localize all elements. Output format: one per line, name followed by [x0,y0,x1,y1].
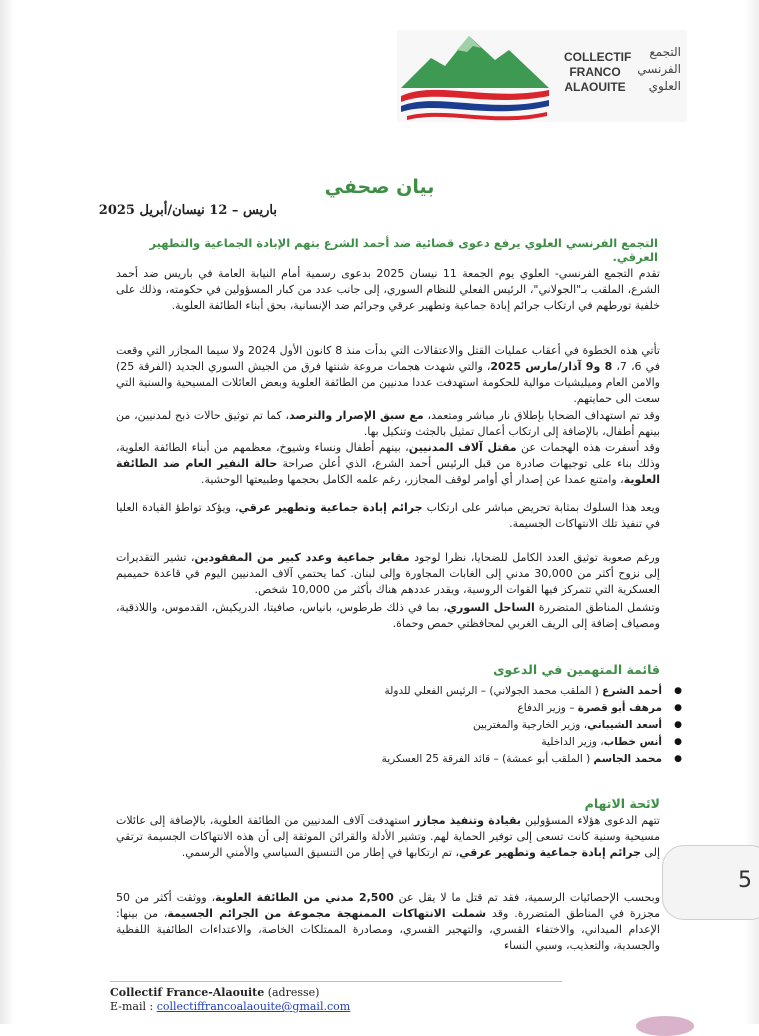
paragraph-lawsuit-filing: تقدم التجمع الفرنسي- العلوي يوم الجمعة 11 نيسان 2025 بدعوى رسمية أمام النيابة العامة في باريس ضد أحمد الشرع، الملقب بـ"الجولاني"، الرئيس الفعلي للنظام السوري، إلى جانب عدد من كبار المسؤولين في حكومته، وذلك على خلفية تورطهم في ارتكاب جرائم إبادة جماعية وتطهير عرقي وجرائم ضد الإنسانية، بحق أبناء الطائفة العلوية. [116,267,660,312]
paragraph-background: تأتي هذه الخطوة في أعقاب عمليات القتل والاعتقالات التي بدأت منذ 8 كانون الأول 2024 ولا سيما المجازر التي وقعت في 6، 7، 8 و9 آذار/مارس 2025، والتي شهدت هجمات مروعة شنتها فرق من الجيش السوري الجديد (الفرقة 25) والامن العام وميليشيات موالية للحكومة استهدفت عددا مدنيين من الطائفة العلوية وبعض العائلات المسيحية والسنية التي سعت الى حمايتهم. [116,344,661,405]
dateline: باريس – 12 نيسان/أبريل 2025 [98,203,277,218]
paragraph-statistics: وبحسب الإحصائيات الرسمية، فقد تم قتل ما لا يقل عن 2,500 مدني من الطائفة العلوية، ووثقت أكثر من 50 مجزرة في المناطق المتضررة. وقد شملت الانتهاكات الممنهجة مجموعة من الجرائم الجسيمة، من بينها: الإعدام الميداني، والاختفاء القسري، والتهجير القسري، ومصادرة الممتلكات الخاصة، والاعتداءات الطائفية اللفظية والجسدية، والتعذيب، وسبي النساء [116,891,661,952]
accused-list [300,683,684,768]
list-item: ● مرهف أبو قصرة – وزير الدفاع [300,700,662,717]
page-number: 5 [738,868,752,893]
paragraph-incitement: ويعد هذا السلوك بمثابة تحريض مباشر على ارتكاب جرائم إبادة جماعية وتطهير عرقي، ويؤكد تواطؤ القيادة العليا في تنفيذ تلك الانتهاكات الجسيمة. [116,501,660,530]
logo-arabic-name: التجمع الفرنسي العلوي [637,45,681,93]
paragraph-targeting: وقد تم استهداف الضحايا بإطلاق نار مباشر ومتعمد، مع سبق الإصرار والترصد، كما تم توثيق حالات ذبح لمدنيين، من بينهم أطفال، بالإضافة إلى ارتكاب أعمال تمثيل بالجثث وتنكيل بها. [116,409,661,438]
press-release-subtitle: التجمع الفرنسي العلوي يرفع دعوى قضائية ضد أحمد الشرع بتهم الإبادة الجماعية والتطهير العرقي. [149,236,658,264]
logo-french-name: COLLECTIF FRANCO ALAOUITE [564,50,632,94]
footer-contact: E-mail : collectiffrancoalaouite@gmail.com [110,1000,351,1013]
list-item: ● أسعد الشيباني، وزير الخارجية والمغتربين [300,717,662,734]
mountain-flag-logo-icon [397,30,562,122]
footer-organization: Collectif France-Alaouite (adresse) [110,986,320,999]
press-release-title: بيان صحفي [324,176,435,198]
charges-heading: لائحة الاتهام [584,796,660,811]
footer-divider [110,981,562,982]
corner-decoration [636,1016,694,1036]
list-item: ● أنس خطاب، وزير الداخلية [300,734,662,751]
paragraph-displacement: ورغم صعوبة توثيق العدد الكامل للضحايا، نظرا لوجود مقابر جماعية وعدد كبير من المفقودين، تشير التقديرات إلى نزوح أكثر من 30,000 مدني إلى الغابات المجاورة وإلى لبنان. كما يحتمي آلاف المدنيين اليوم في قاعدة حميميم العسكرية التي تتمركز فيها القوات الروسية، ويقدر عددهم هناك بأكثر من 10,000 شخص. [116,551,660,596]
list-item: ● أحمد الشرع ( الملقب محمد الجولاني) – الرئيس الفعلي للدولة [300,683,662,700]
paragraph-casualties: وقد أسفرت هذه الهجمات عن مقتل آلاف المدنيين، بينهم أطفال ونساء وشيوخ، معظمهم من أبناء الطائفة العلوية، وذلك بناء على توجيهات صادرة من قبل الرئيس أحمد الشرع، الذي أعلن صراحة حالة النفير العام ضد الطائفة العلوية، وامتنع عمدا عن إصدار أي أوامر لوقف المجازر، رغم علمه الكامل بحجمها وطبيعتها الوحشية. [116,441,661,486]
list-item: ● محمد الجاسم ( الملقب أبو عمشة) – قائد الفرقة 25 العسكرية [300,751,662,768]
email-link[interactable]: collectiffrancoalaouite@gmail.com [156,1000,351,1013]
paragraph-affected-areas: وتشمل المناطق المتضررة الساحل السوري، بما في ذلك طرطوس، بانياس، صافيتا، الدريكيش، القدموس، واللاذقية، ومصياف إضافة إلى الريف الغربي لمحافظتي حمص وحماة. [116,601,660,630]
organization-logo [397,30,687,122]
paragraph-charges: تتهم الدعوى هؤلاء المسؤولين بقيادة وتنفيذ مجازر استهدفت آلاف المدنيين من الطائفة العلوية، بالإضافة إلى عائلات مسيحية وسنية كانت تسعى إلى توفير الحماية لهم. وتشير الأدلة والقرائن الموثقة إلى أن هذه الانتهاكات الجسيمة ترتقي إلى جرائم إبادة جماعية وتطهير عرقي، تم ارتكابها في إطار من التنسيق السياسي والأمني الرسمي. [116,814,660,859]
accused-list-heading: قائمة المتهمين في الدعوى [493,662,660,677]
